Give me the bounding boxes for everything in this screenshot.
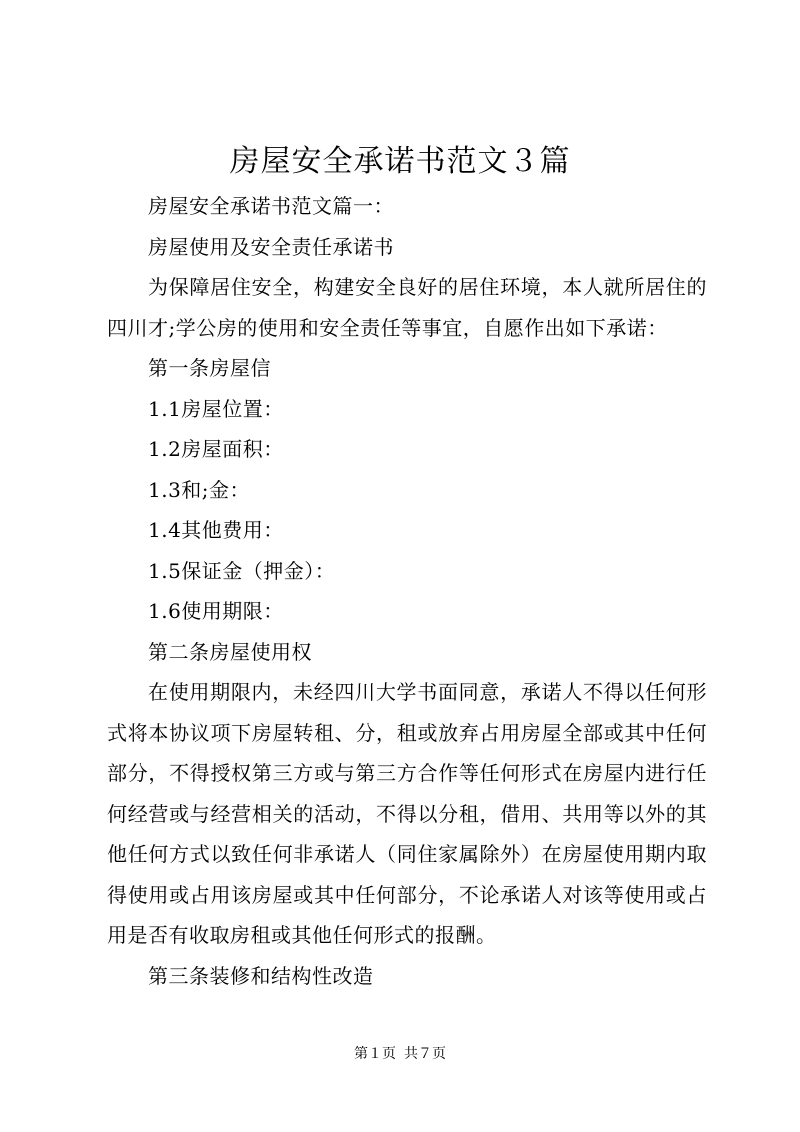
page-number: 第１页 [354,1046,396,1062]
paragraph: 1.6使用期限： [148,599,284,623]
paragraph: 1.1房屋位置： [148,396,284,421]
paragraph: 1.5保证金（押金）： [148,558,336,583]
paragraph: 为保障居住安全，构建安全良好的居住环境，本人就所居住的四川才;学公房的使用和安全责任等事宜，自愿作出如下承诺： [107,275,707,340]
paragraph: 房屋安全承诺书范文篇一： [148,194,394,218]
paragraph: 在使用期限内，未经四川大学书面同意，承诺人不得以任何形式将本协议项下房屋转租、分，租或放弃占用房屋全部或其中任何部分，不得授权第三方或与第三方合作等任何形式在房屋内进行任何经营或与经营相关的活动，不得以分租，借用、共用等以外的其他任何方式以致任何非承诺人（同住家属除外）在房屋使用期内取得使用或占用该房屋或其中任何部分，不论承诺人对该等使用或占用是否有收取房租或其他任何形式的报酬。 [107,680,707,947]
paragraph: 第一条房屋信 [148,356,271,380]
paragraph: 1.3和;金： [148,477,251,502]
paragraph: 1.2房屋面积： [148,437,284,461]
paragraph: 第三条装修和结构性改造 [148,963,374,988]
page-footer [0,1044,800,1064]
document-title: 房屋安全承诺书范文３篇 [229,144,571,179]
paragraph: 第二条房屋使用权 [148,639,312,664]
paragraph: 1.4其他费用： [148,518,284,542]
paragraph: 房屋使用及安全责任承诺书 [148,234,394,259]
page-total: 共７页 [404,1046,446,1062]
document-body [107,186,707,996]
